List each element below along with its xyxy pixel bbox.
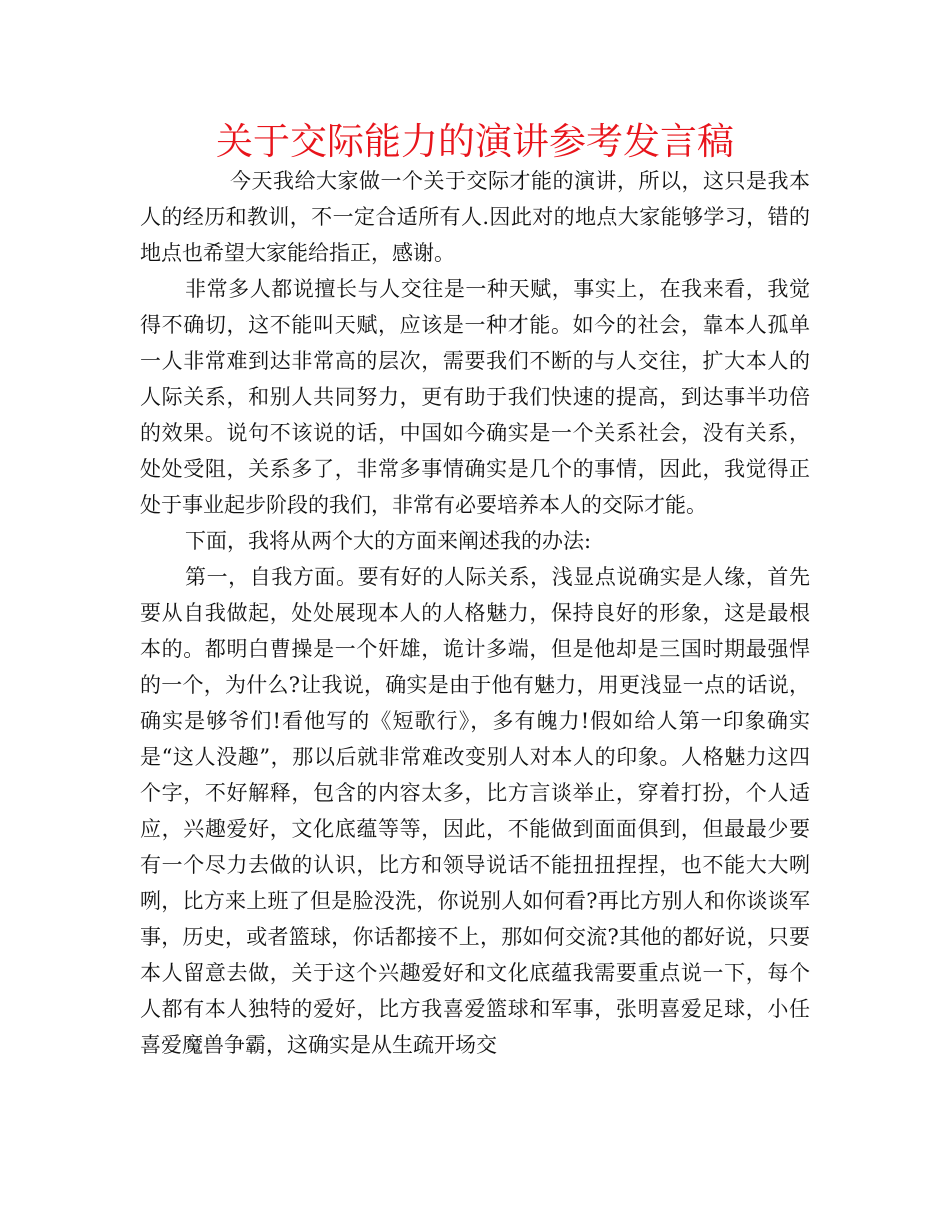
paragraph-outline: 下面，我将从两个大的方面来阐述我的办法: [185, 529, 592, 553]
paragraph-intro: 今天我给大家做一个关于交际才能的演讲，所以，这只是我本人的经历和教训，不一定合适所有人.因此对的地点大家能够学习，错的地点也希望大家能给指正，感谢。 [140, 169, 810, 265]
document-body [140, 163, 810, 1063]
document-title: 关于交际能力的演讲参考发言稿 [216, 120, 734, 163]
paragraph-self: 第一，自我方面。要有好的人际关系，浅显点说确实是人缘，首先要从自我做起，处处展现本人的人格魅力，保持良好的形象，这是最根本的。都明白曹操是一个奸雄，诡计多端，但是他却是三国时期最强悍的一个，为什么?让我说，确实是由于他有魅力，用更浅显一点的话说，确实是够爷们!看他写的《短歌行》，多有魄力!假如给人第一印象确实是“这人没趣”，那以后就非常难改变别人对本人的印象。人格魅力这四个字，不好解释，包含的内容太多，比方言谈举止，穿着打扮，个人适应，兴趣爱好，文化底蕴等等，因此，不能做到面面俱到，但最最少要有一个尽力去做的认识，比方和领导说话不能扭扭捏捏，也不能大大咧咧，比方来上班了但是脸没洗，你说别人如何看?再比方别人和你谈谈军事，历史，或者篮球，你话都接不上，那如何交流?其他的都好说，只要本人留意去做，关于这个兴趣爱好和文化底蕴我需要重点说一下，每个人都有本人独特的爱好，比方我喜爱篮球和军事，张明喜爱足球，小任喜爱魔兽争霸，这确实是从生疏开场交 [140, 565, 810, 1057]
paragraph-talent: 非常多人都说擅长与人交往是一种天赋，事实上，在我来看，我觉得不确切，这不能叫天赋，应该是一种才能。如今的社会，靠本人孤单一人非常难到达非常高的层次，需要我们不断的与人交往，扩大本人的人际关系，和别人共同努力，更有助于我们快速的提高，到达事半功倍的效果。说句不该说的话，中国如今确实是一个关系社会，没有关系，处处受阻，关系多了，非常多事情确实是几个的事情，因此，我觉得正处于事业起步阶段的我们，非常有必要培养本人的交际才能。 [140, 277, 810, 517]
